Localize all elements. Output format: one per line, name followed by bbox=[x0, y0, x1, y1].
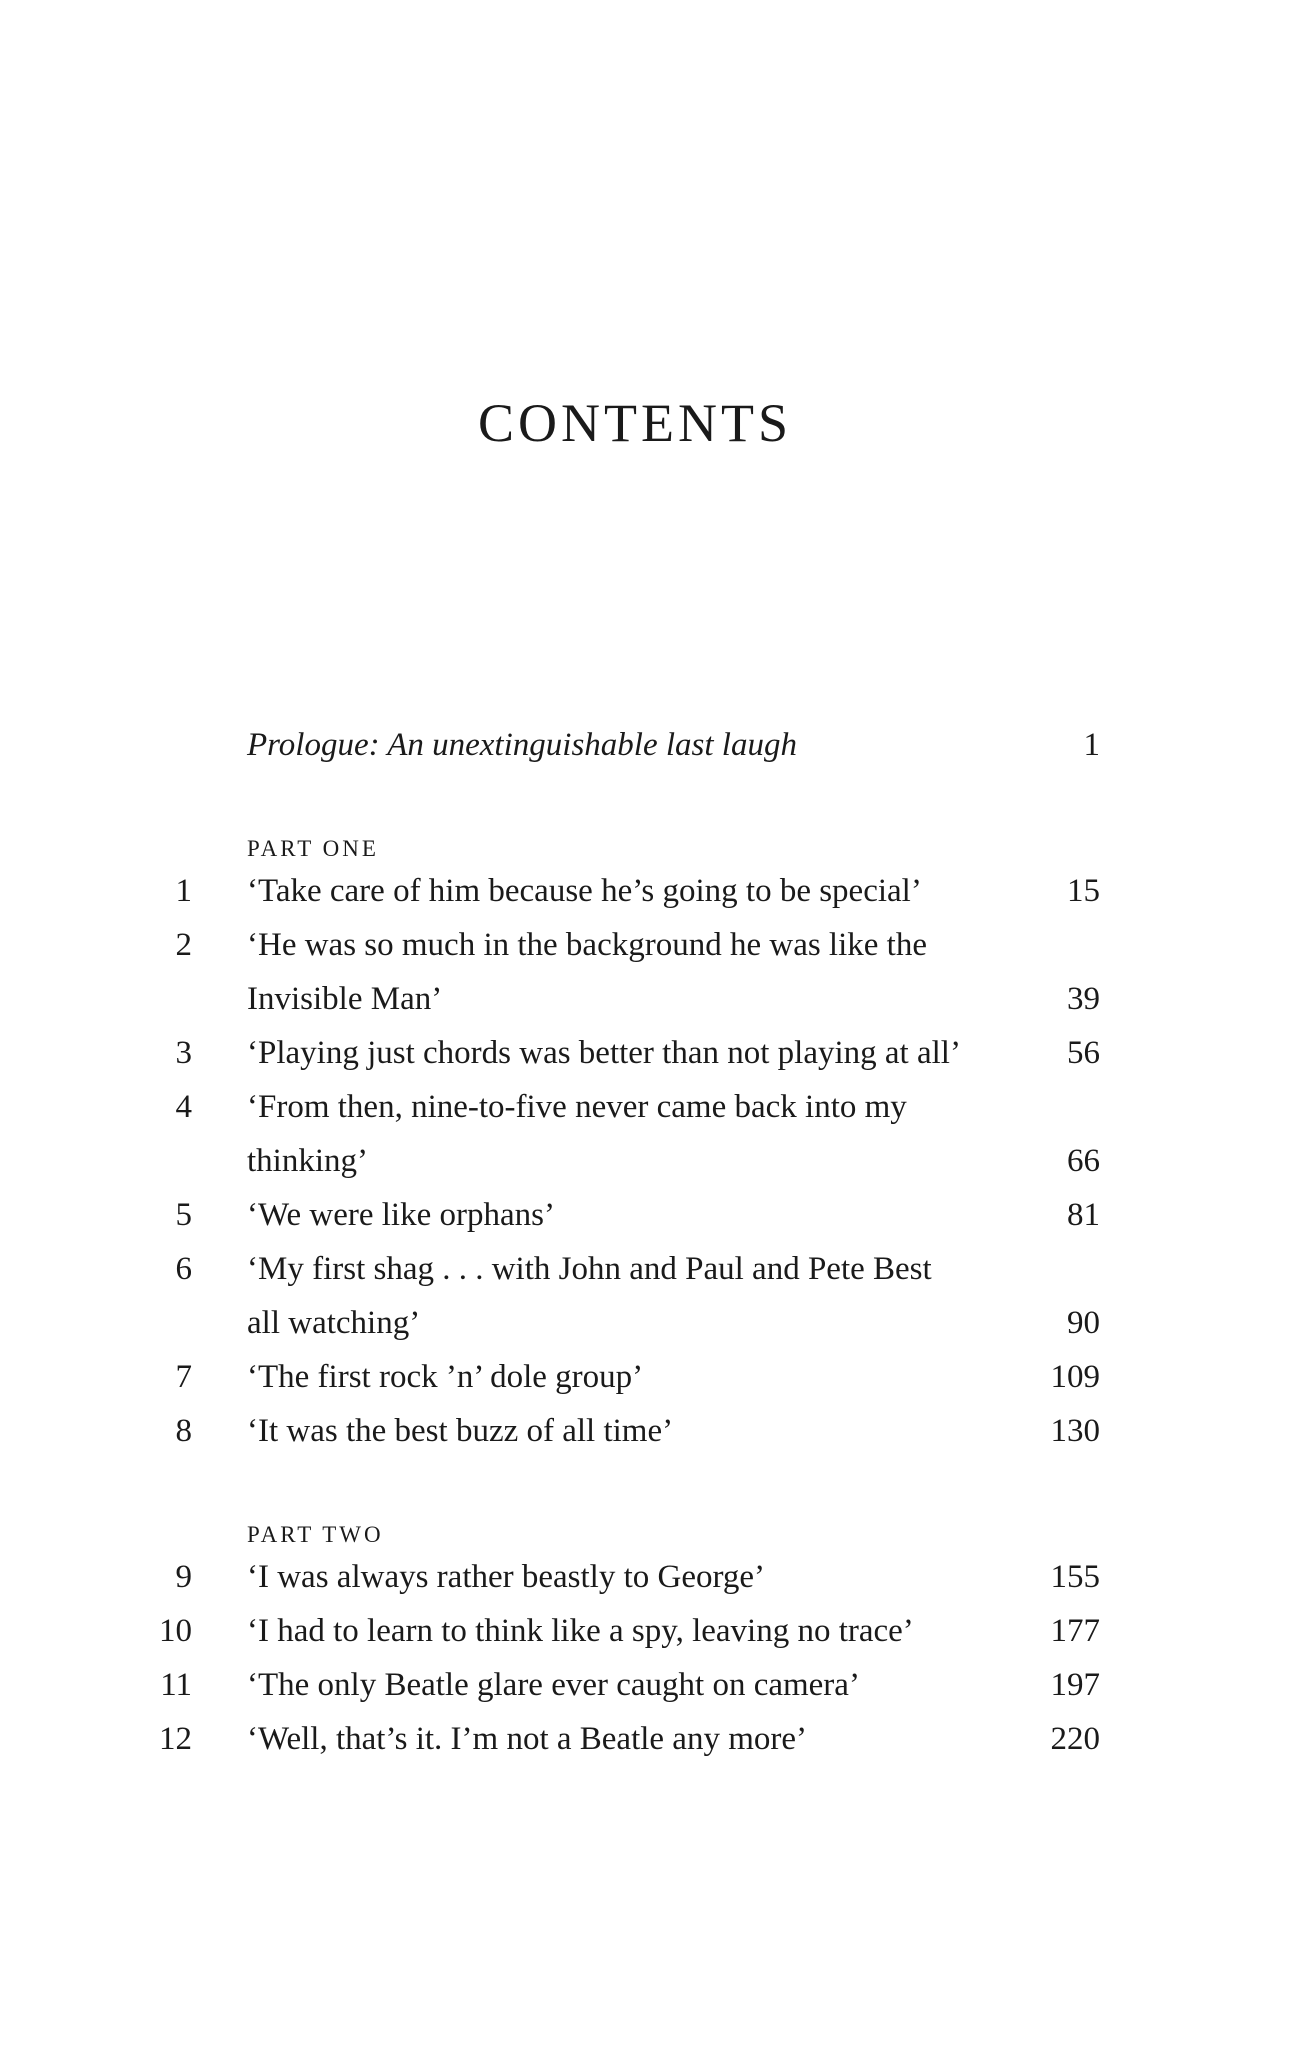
page-number: 220 bbox=[1050, 1721, 1100, 1757]
toc-entry[interactable] bbox=[140, 1188, 1120, 1242]
chapter-title-continued: all watching’ bbox=[247, 1305, 421, 1341]
page-title: CONTENTS bbox=[478, 393, 792, 453]
toc-entry[interactable] bbox=[140, 1404, 1120, 1458]
chapter-title: ‘I had to learn to think like a spy, leaving no trace’ bbox=[247, 1613, 914, 1649]
chapter-title: ‘The only Beatle glare ever caught on camera’ bbox=[247, 1667, 860, 1703]
chapter-number: 8 bbox=[175, 1413, 192, 1449]
toc-entry-prologue[interactable] bbox=[140, 718, 1120, 772]
chapter-title: ‘Well, that’s it. I’m not a Beatle any more’ bbox=[247, 1721, 808, 1757]
toc-entry[interactable] bbox=[140, 1604, 1120, 1658]
chapter-number: 4 bbox=[175, 1089, 192, 1125]
chapter-number: 1 bbox=[175, 873, 192, 909]
part-label: PART TWO bbox=[247, 1522, 384, 1547]
toc-entry[interactable] bbox=[140, 1658, 1120, 1712]
page-number: 197 bbox=[1050, 1667, 1100, 1703]
chapter-title-continued: Invisible Man’ bbox=[247, 981, 443, 1017]
part-heading bbox=[140, 812, 1120, 864]
page-number: 177 bbox=[1050, 1613, 1100, 1649]
chapter-title: ‘We were like orphans’ bbox=[247, 1197, 555, 1233]
toc-entry[interactable] bbox=[140, 1550, 1120, 1604]
page-number: 90 bbox=[1067, 1305, 1100, 1341]
page-number: 56 bbox=[1067, 1035, 1100, 1071]
toc-entry-continuation[interactable] bbox=[140, 972, 1120, 1026]
table-of-contents bbox=[140, 718, 1120, 1766]
page-number: 15 bbox=[1067, 873, 1100, 909]
page-number: 1 bbox=[1083, 727, 1100, 763]
chapter-title: ‘My first shag . . . with John and Paul and Pete Best bbox=[247, 1251, 932, 1287]
chapter-title: ‘From then, nine-to-five never came back into my bbox=[247, 1089, 907, 1125]
page-number: 109 bbox=[1050, 1359, 1100, 1395]
toc-entry[interactable] bbox=[140, 1242, 1120, 1296]
part-label: PART ONE bbox=[247, 836, 379, 861]
chapter-title: ‘He was so much in the background he was like the bbox=[247, 927, 927, 963]
chapter-number: 11 bbox=[160, 1667, 192, 1703]
part-heading bbox=[140, 1498, 1120, 1550]
chapter-number: 2 bbox=[175, 927, 192, 963]
toc-entry[interactable] bbox=[140, 918, 1120, 972]
chapter-title: ‘Playing just chords was better than not playing at all’ bbox=[247, 1035, 961, 1071]
toc-entry[interactable] bbox=[140, 1350, 1120, 1404]
chapter-title: ‘It was the best buzz of all time’ bbox=[247, 1413, 674, 1449]
chapter-title: ‘Take care of him because he’s going to be special’ bbox=[247, 873, 922, 909]
toc-entry[interactable] bbox=[140, 1712, 1120, 1766]
toc-entry[interactable] bbox=[140, 1080, 1120, 1134]
chapter-number: 7 bbox=[175, 1359, 192, 1395]
toc-entry[interactable] bbox=[140, 864, 1120, 918]
chapter-title: ‘The first rock ’n’ dole group’ bbox=[247, 1359, 644, 1395]
page-number: 39 bbox=[1067, 981, 1100, 1017]
page-number: 66 bbox=[1067, 1143, 1100, 1179]
prologue-title: Prologue: An unextinguishable last laugh bbox=[247, 727, 797, 763]
chapter-number: 5 bbox=[175, 1197, 192, 1233]
page-number: 81 bbox=[1067, 1197, 1100, 1233]
chapter-number: 3 bbox=[175, 1035, 192, 1071]
chapter-title: ‘I was always rather beastly to George’ bbox=[247, 1559, 766, 1595]
page-number: 130 bbox=[1050, 1413, 1100, 1449]
chapter-number: 9 bbox=[175, 1559, 192, 1595]
toc-entry-continuation[interactable] bbox=[140, 1296, 1120, 1350]
chapter-number: 12 bbox=[159, 1721, 192, 1757]
chapter-number: 6 bbox=[175, 1251, 192, 1287]
page-number: 155 bbox=[1050, 1559, 1100, 1595]
toc-entry[interactable] bbox=[140, 1026, 1120, 1080]
chapter-title-continued: thinking’ bbox=[247, 1143, 368, 1179]
toc-entry-continuation[interactable] bbox=[140, 1134, 1120, 1188]
chapter-number: 10 bbox=[159, 1613, 192, 1649]
